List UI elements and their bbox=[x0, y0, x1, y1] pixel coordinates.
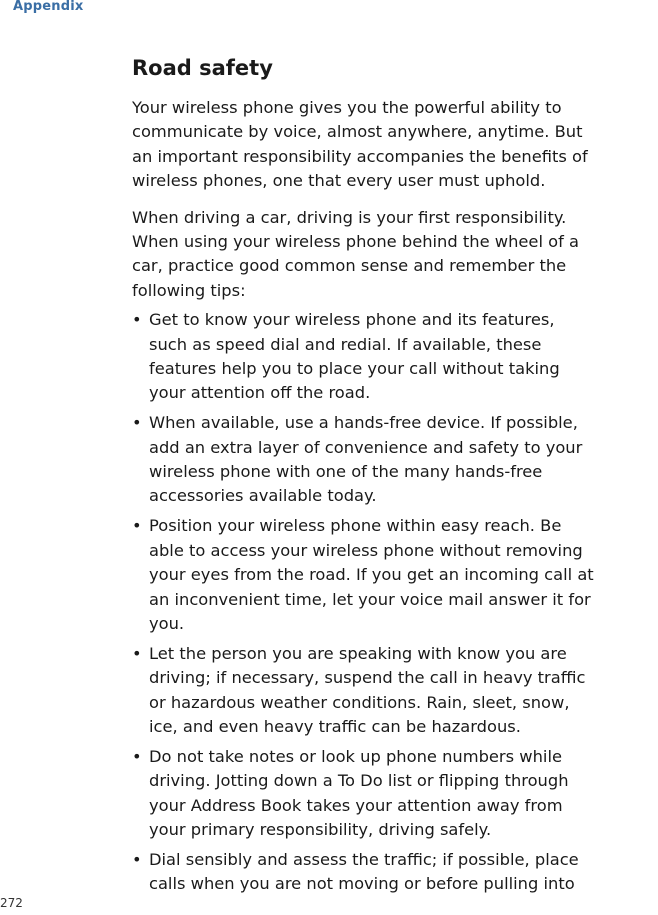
page-title: Road safety bbox=[132, 56, 273, 80]
tips-list bbox=[132, 308, 658, 896]
text-line: an inconvenient time, let your voice mail answer it for bbox=[149, 589, 591, 609]
bullet-icon: • bbox=[132, 643, 142, 663]
text-line: Get to know your wireless phone and its features, bbox=[149, 310, 555, 330]
text-line: add an extra layer of convenience and safety to your bbox=[149, 437, 583, 457]
tip-item bbox=[132, 411, 658, 509]
text-line: such as speed dial and redial. If available, these bbox=[149, 334, 542, 354]
text-line: features help you to place your call without taking bbox=[149, 359, 560, 379]
tip-item bbox=[132, 308, 658, 406]
text-line: calls when you are not moving or before pulling into bbox=[149, 874, 575, 894]
tip-item bbox=[132, 642, 658, 740]
section-header: Appendix bbox=[13, 0, 84, 14]
text-line: When using your wireless phone behind the wheel of a bbox=[132, 232, 579, 252]
tip-text bbox=[149, 308, 658, 406]
bullet-icon: • bbox=[132, 849, 142, 869]
tip-item bbox=[132, 848, 658, 897]
text-line: driving. Jotting down a To Do list or flipping through bbox=[149, 771, 569, 791]
driving-paragraph bbox=[132, 206, 658, 304]
text-line: your primary responsibility, driving safely. bbox=[149, 819, 492, 839]
text-line: or hazardous weather conditions. Rain, sleet, snow, bbox=[149, 692, 570, 712]
text-line: able to access your wireless phone without removing bbox=[149, 540, 583, 560]
tip-text bbox=[149, 411, 658, 509]
text-line: your attention off the road. bbox=[149, 383, 371, 403]
text-line: wireless phones, one that every user must uphold. bbox=[132, 171, 546, 191]
text-line: communicate by voice, almost anywhere, anytime. But bbox=[132, 122, 583, 142]
text-line: you. bbox=[149, 613, 185, 633]
tip-text bbox=[149, 642, 658, 740]
tip-text bbox=[149, 848, 658, 897]
bullet-icon: • bbox=[132, 413, 142, 433]
bullet-icon: • bbox=[132, 746, 142, 766]
tip-item bbox=[132, 745, 658, 843]
text-line: Dial sensibly and assess the traffic; if possible, place bbox=[149, 849, 579, 869]
text-line: accessories available today. bbox=[149, 486, 377, 506]
text-line: When available, use a hands-free device. If possible, bbox=[149, 413, 578, 433]
text-line: an important responsibility accompanies the benefits of bbox=[132, 146, 588, 166]
bullet-icon: • bbox=[132, 516, 142, 536]
text-line: Let the person you are speaking with know you are bbox=[149, 643, 567, 663]
text-line: your Address Book takes your attention away from bbox=[149, 795, 563, 815]
bullet-icon: • bbox=[132, 310, 142, 330]
tip-item bbox=[132, 514, 658, 636]
text-line: When driving a car, driving is your first responsibility. bbox=[132, 207, 567, 227]
tip-text bbox=[149, 514, 658, 636]
page-content bbox=[132, 52, 658, 902]
text-line: Position your wireless phone within easy reach. Be bbox=[149, 516, 562, 536]
intro-paragraph bbox=[132, 96, 658, 194]
text-line: Your wireless phone gives you the powerful ability to bbox=[132, 98, 562, 117]
text-line: Do not take notes or look up phone numbers while bbox=[149, 746, 562, 766]
text-line: car, practice good common sense and remember the bbox=[132, 256, 567, 276]
text-line: wireless phone with one of the many hands-free bbox=[149, 462, 543, 482]
text-line: ice, and even heavy traffic can be hazardous. bbox=[149, 716, 521, 736]
text-line: driving; if necessary, suspend the call in heavy traffic bbox=[149, 668, 586, 688]
text-line: your eyes from the road. If you get an incoming call at bbox=[149, 565, 594, 585]
page-number: 272 bbox=[0, 896, 23, 910]
text-line: following tips: bbox=[132, 280, 246, 300]
tip-text bbox=[149, 745, 658, 843]
